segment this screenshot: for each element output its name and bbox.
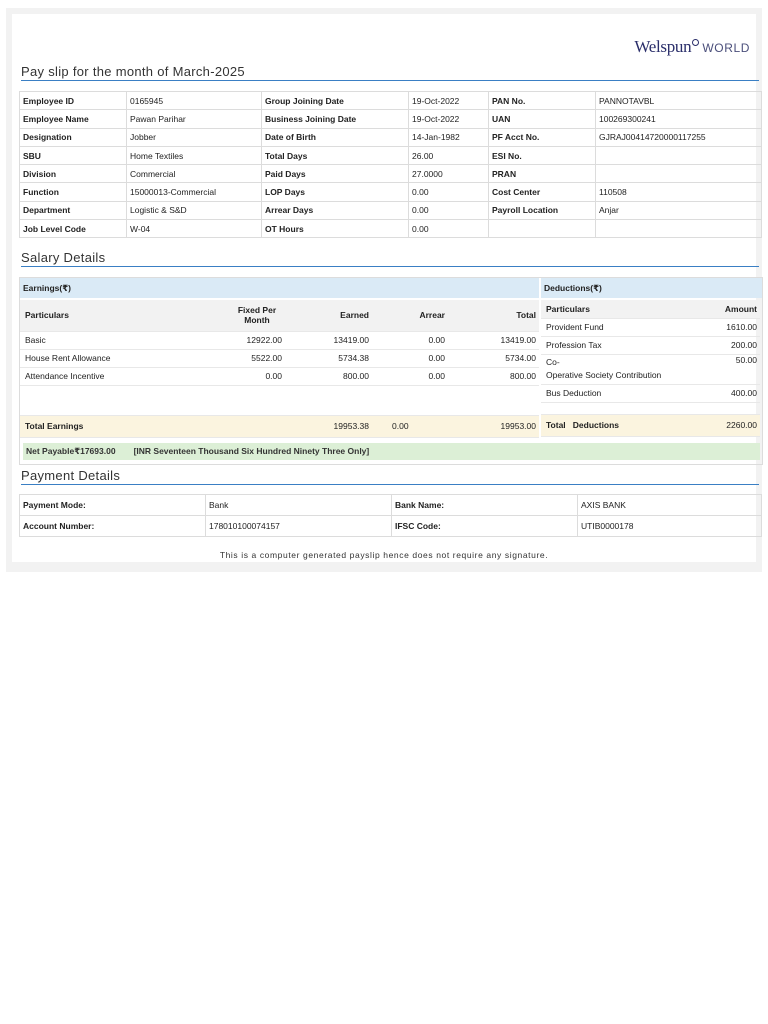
footer-note: This is a computer generated payslip hence does not require any signature. xyxy=(219,550,549,560)
info-label: PF Acct No. xyxy=(489,128,596,146)
info-value: 14-Jan-1982 xyxy=(409,128,489,146)
earning-total: 5734.00 xyxy=(448,349,539,367)
earning-arrear: 0.00 xyxy=(372,367,448,385)
employee-info-table xyxy=(19,91,762,238)
info-value: Anjar xyxy=(596,201,762,219)
payment-value: AXIS BANK xyxy=(578,495,762,516)
brand-suffix: WORLD xyxy=(702,41,750,55)
earning-arrear: 0.00 xyxy=(372,331,448,349)
employee-info-row xyxy=(20,183,762,201)
info-value: Home Textiles xyxy=(127,146,262,164)
info-label: Business Joining Date xyxy=(262,110,409,128)
deduction-row xyxy=(541,318,760,336)
col-total: Total xyxy=(448,300,539,331)
total-arrear: 0.00 xyxy=(372,415,448,437)
earning-particular: Basic xyxy=(20,331,188,349)
page-title: Pay slip for the month of March-2025 xyxy=(21,64,759,81)
employee-info-row xyxy=(20,165,762,183)
payment-value: UTIB0000178 xyxy=(578,516,762,537)
deduction-particular: Bus Deduction xyxy=(541,384,691,402)
info-label: Division xyxy=(20,165,127,183)
info-label: Function xyxy=(20,183,127,201)
deductions-column-headers xyxy=(541,300,760,318)
net-payable-bar xyxy=(23,443,760,460)
deduction-particular: Provident Fund xyxy=(541,318,691,336)
earnings-header: Earnings(₹) xyxy=(20,278,539,298)
payment-value: Bank xyxy=(206,495,392,516)
ded-col-amount: Amount xyxy=(691,300,760,318)
deductions-header: Deductions(₹) xyxy=(541,278,762,298)
earning-earned: 13419.00 xyxy=(285,331,372,349)
info-value: W-04 xyxy=(127,220,262,238)
deduction-row xyxy=(541,336,760,354)
earning-fixed: 0.00 xyxy=(188,367,285,385)
info-value: Logistic & S&D xyxy=(127,201,262,219)
earning-particular: House Rent Allowance xyxy=(20,349,188,367)
employee-info-row xyxy=(20,128,762,146)
ded-col-particulars: Particulars xyxy=(541,300,691,318)
col-fixed-per-month: Fixed Per Month xyxy=(188,300,285,331)
info-value: 15000013-Commercial xyxy=(127,183,262,201)
logo-ring-icon xyxy=(692,39,699,46)
earning-arrear: 0.00 xyxy=(372,349,448,367)
info-label xyxy=(489,220,596,238)
earning-particular: Attendance Incentive xyxy=(20,367,188,385)
employee-info-row xyxy=(20,110,762,128)
payment-details-title: Payment Details xyxy=(21,468,759,485)
col-earned: Earned xyxy=(285,300,372,331)
payslip-content xyxy=(12,14,756,562)
earnings-spacer-row xyxy=(20,385,539,415)
earnings-column-headers xyxy=(20,300,539,331)
earnings-table xyxy=(20,300,539,438)
net-payable-words: [INR Seventeen Thousand Six Hundred Ninety Three Only] xyxy=(133,446,370,456)
brand-name: Welspun xyxy=(634,37,692,56)
info-label: PRAN xyxy=(489,165,596,183)
info-value xyxy=(596,165,762,183)
info-label: PAN No. xyxy=(489,92,596,110)
info-value: 0.00 xyxy=(409,201,489,219)
info-value: 0165945 xyxy=(127,92,262,110)
deduction-amount: 200.00 xyxy=(691,336,760,354)
info-value: 26.00 xyxy=(409,146,489,164)
info-value: Commercial xyxy=(127,165,262,183)
info-label: Department xyxy=(20,201,127,219)
earnings-row xyxy=(20,349,539,367)
payment-row xyxy=(20,516,762,537)
info-label: Cost Center xyxy=(489,183,596,201)
info-value: Pawan Parihar xyxy=(127,110,262,128)
info-label: UAN xyxy=(489,110,596,128)
info-value xyxy=(596,220,762,238)
info-label: Payroll Location xyxy=(489,201,596,219)
payment-label: Payment Mode: xyxy=(20,495,206,516)
payment-details-table xyxy=(19,494,762,537)
info-label: Total Days xyxy=(262,146,409,164)
total-total: 19953.00 xyxy=(448,415,539,437)
info-label: ESI No. xyxy=(489,146,596,164)
employee-info-row xyxy=(20,92,762,110)
payment-label: Bank Name: xyxy=(392,495,578,516)
earnings-section xyxy=(20,300,539,438)
total-deductions-label: Total Deductions xyxy=(541,414,691,436)
earnings-row xyxy=(20,331,539,349)
earning-fixed: 5522.00 xyxy=(188,349,285,367)
info-value: 0.00 xyxy=(409,183,489,201)
col-arrear: Arrear xyxy=(372,300,448,331)
info-label: LOP Days xyxy=(262,183,409,201)
col-particulars: Particulars xyxy=(20,300,188,331)
deduction-row xyxy=(541,354,760,384)
info-value: 19-Oct-2022 xyxy=(409,92,489,110)
info-label: Employee Name xyxy=(20,110,127,128)
info-value: 27.0000 xyxy=(409,165,489,183)
deductions-section xyxy=(541,300,760,437)
payment-label: IFSC Code: xyxy=(392,516,578,537)
info-label: Paid Days xyxy=(262,165,409,183)
net-payable-amount: Net Payable₹17693.00 xyxy=(26,446,116,456)
earning-earned: 800.00 xyxy=(285,367,372,385)
earning-total: 800.00 xyxy=(448,367,539,385)
info-value xyxy=(596,146,762,164)
info-label: Employee ID xyxy=(20,92,127,110)
deduction-particular: Profession Tax xyxy=(541,336,691,354)
info-value: 19-Oct-2022 xyxy=(409,110,489,128)
deduction-spacer-row xyxy=(541,402,760,414)
deduction-amount: 1610.00 xyxy=(691,318,760,336)
payment-value: 178010100074157 xyxy=(206,516,392,537)
payslip-sheet xyxy=(6,8,762,572)
employee-info-row xyxy=(20,201,762,219)
info-value: PANNOTAVBL xyxy=(596,92,762,110)
info-value: 0.00 xyxy=(409,220,489,238)
earning-fixed: 12922.00 xyxy=(188,331,285,349)
deduction-particular: Co- Operative Society Contribution xyxy=(541,354,691,384)
info-label: Designation xyxy=(20,128,127,146)
info-label: Arrear Days xyxy=(262,201,409,219)
total-earned: 19953.38 xyxy=(285,415,372,437)
info-label: OT Hours xyxy=(262,220,409,238)
info-label: SBU xyxy=(20,146,127,164)
deduction-row xyxy=(541,384,760,402)
earning-total: 13419.00 xyxy=(448,331,539,349)
info-value: GJRAJ00414720000117255 xyxy=(596,128,762,146)
info-label: Group Joining Date xyxy=(262,92,409,110)
payment-label: Account Number: xyxy=(20,516,206,537)
total-earnings-label: Total Earnings xyxy=(20,415,188,437)
salary-details-panel xyxy=(19,277,763,465)
total-earnings-row xyxy=(20,415,539,437)
deduction-amount: 50.00 xyxy=(691,354,760,384)
info-label: Date of Birth xyxy=(262,128,409,146)
employee-info-row xyxy=(20,220,762,238)
deduction-amount: 400.00 xyxy=(691,384,760,402)
earnings-row xyxy=(20,367,539,385)
total-deductions-row xyxy=(541,414,760,436)
earning-earned: 5734.38 xyxy=(285,349,372,367)
info-label: Job Level Code xyxy=(20,220,127,238)
info-value: 110508 xyxy=(596,183,762,201)
info-value: 100269300241 xyxy=(596,110,762,128)
welspun-logo xyxy=(634,36,750,58)
salary-details-title: Salary Details xyxy=(21,250,759,267)
info-value: Jobber xyxy=(127,128,262,146)
total-deductions-amount: 2260.00 xyxy=(691,414,760,436)
payment-row xyxy=(20,495,762,516)
deductions-table xyxy=(541,300,760,437)
employee-info-row xyxy=(20,146,762,164)
